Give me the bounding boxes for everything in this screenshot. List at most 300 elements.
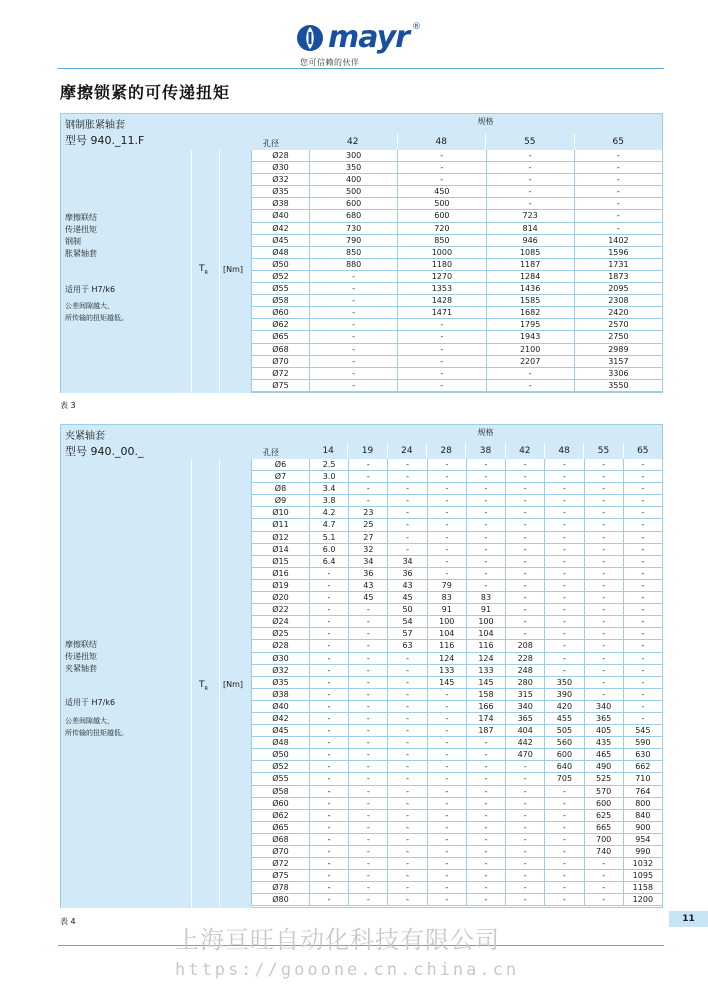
table-row xyxy=(251,259,662,271)
torque-cell: - xyxy=(309,604,348,615)
torque-cell: - xyxy=(505,882,544,893)
torque-cell: - xyxy=(427,713,466,724)
torque-cell: - xyxy=(348,858,387,869)
torque-cell: - xyxy=(544,495,583,506)
torque-cell: - xyxy=(584,653,623,664)
torque-cell: 740 xyxy=(584,846,623,857)
bore-cell: Ø65 xyxy=(251,822,309,833)
torque-cell: - xyxy=(584,483,623,494)
torque-cell: 840 xyxy=(623,810,662,821)
t4-size-header: 65 xyxy=(623,443,662,459)
table-4-bore-header xyxy=(251,425,309,459)
torque-cell: - xyxy=(584,689,623,700)
torque-cell: - xyxy=(348,628,387,639)
torque-cell: - xyxy=(387,858,426,869)
tr-letter: T xyxy=(199,264,205,274)
bore-cell: Ø35 xyxy=(251,186,309,197)
torque-cell: - xyxy=(427,532,466,543)
torque-cell: - xyxy=(584,870,623,881)
torque-cell: 57 xyxy=(387,628,426,639)
table-row xyxy=(251,713,662,725)
torque-cell: - xyxy=(584,459,623,470)
torque-cell: 1873 xyxy=(574,271,662,282)
torque-cell: - xyxy=(466,556,505,567)
torque-cell: 2100 xyxy=(486,344,574,355)
torque-cell: - xyxy=(623,471,662,482)
torque-cell: - xyxy=(309,834,348,845)
torque-cell: 814 xyxy=(486,223,574,234)
torque-cell: - xyxy=(623,701,662,712)
torque-cell: - xyxy=(309,295,397,306)
torque-cell: - xyxy=(466,519,505,530)
torque-cell: 455 xyxy=(544,713,583,724)
table-3-header-left xyxy=(61,114,251,150)
t4-size-header: 28 xyxy=(426,443,465,459)
bore-cell: Ø55 xyxy=(251,283,309,294)
t4-size-header: 14 xyxy=(322,446,334,456)
torque-cell: - xyxy=(427,846,466,857)
table-3-unit: [Nm] xyxy=(223,265,244,274)
torque-cell: 158 xyxy=(466,689,505,700)
torque-cell: - xyxy=(505,773,544,784)
torque-cell: 2570 xyxy=(574,319,662,330)
page-number: 11 xyxy=(669,911,708,927)
torque-cell: - xyxy=(309,368,397,379)
t4-description-line: 摩擦联结 xyxy=(65,640,97,649)
torque-cell: 4.2 xyxy=(309,507,348,518)
torque-cell: - xyxy=(427,882,466,893)
bore-cell: Ø58 xyxy=(251,786,309,797)
torque-cell: - xyxy=(348,677,387,688)
table-row xyxy=(251,295,662,307)
torque-cell: 124 xyxy=(466,653,505,664)
torque-cell: - xyxy=(505,604,544,615)
table-row xyxy=(251,356,662,368)
torque-cell: - xyxy=(309,737,348,748)
torque-cell: - xyxy=(348,616,387,627)
bore-cell: Ø30 xyxy=(251,162,309,173)
table-3-fit: 适用于 H7/k6 xyxy=(65,285,116,294)
t4-note-line: 公差间隙越大， xyxy=(65,717,114,725)
torque-cell: - xyxy=(348,773,387,784)
torque-cell: - xyxy=(466,846,505,857)
bore-cell: Ø25 xyxy=(251,628,309,639)
torque-cell: - xyxy=(427,810,466,821)
table-4-tr-symbol xyxy=(199,680,208,692)
torque-cell: - xyxy=(309,810,348,821)
torque-cell: - xyxy=(309,701,348,712)
table-4-divider xyxy=(191,459,192,908)
torque-cell: - xyxy=(348,689,387,700)
torque-cell: - xyxy=(584,665,623,676)
torque-cell: - xyxy=(584,882,623,893)
bore-cell: Ø65 xyxy=(251,331,309,342)
torque-cell: - xyxy=(348,846,387,857)
torque-cell: - xyxy=(348,604,387,615)
table-3-caption: 表 3 xyxy=(60,401,76,410)
table-row xyxy=(251,810,662,822)
torque-cell: - xyxy=(544,580,583,591)
bore-cell: Ø38 xyxy=(251,198,309,209)
torque-cell: - xyxy=(309,380,397,391)
torque-cell: 600 xyxy=(309,198,397,209)
table-row xyxy=(251,150,662,162)
torque-cell: - xyxy=(584,604,623,615)
bore-cell: Ø48 xyxy=(251,247,309,258)
torque-cell: - xyxy=(623,628,662,639)
table-3 xyxy=(60,113,663,393)
torque-cell: - xyxy=(466,761,505,772)
t4-size-header: 55 xyxy=(583,443,622,459)
brand-tagline: 您可信赖的伙伴 xyxy=(300,58,360,67)
torque-cell: 6.0 xyxy=(309,544,348,555)
torque-cell: - xyxy=(309,749,348,760)
torque-cell: 104 xyxy=(466,628,505,639)
torque-cell: 450 xyxy=(397,186,485,197)
torque-cell: - xyxy=(348,701,387,712)
table-row xyxy=(251,786,662,798)
torque-cell: - xyxy=(544,653,583,664)
torque-cell: 43 xyxy=(348,580,387,591)
torque-cell: - xyxy=(466,834,505,845)
torque-cell: 208 xyxy=(505,640,544,651)
torque-cell: - xyxy=(623,519,662,530)
bore-cell: Ø55 xyxy=(251,773,309,784)
table-row xyxy=(251,344,662,356)
watermark-company: 上海亘旺自动化科技有限公司 xyxy=(175,926,500,954)
torque-cell: - xyxy=(387,822,426,833)
table-row xyxy=(251,725,662,737)
table-4-spec-header xyxy=(309,425,662,443)
torque-cell: - xyxy=(544,459,583,470)
torque-cell: 490 xyxy=(584,761,623,772)
torque-cell: 3157 xyxy=(574,356,662,367)
torque-cell: - xyxy=(348,713,387,724)
torque-cell: - xyxy=(427,701,466,712)
torque-cell: - xyxy=(387,544,426,555)
torque-cell: - xyxy=(466,459,505,470)
torque-cell: - xyxy=(584,568,623,579)
table-row xyxy=(251,798,662,810)
torque-cell: - xyxy=(309,653,348,664)
torque-cell: 50 xyxy=(387,604,426,615)
torque-cell: - xyxy=(427,725,466,736)
torque-cell: - xyxy=(486,162,574,173)
torque-cell: - xyxy=(505,761,544,772)
torque-cell: - xyxy=(505,519,544,530)
t4-size-header: 19 xyxy=(347,443,386,459)
torque-cell: 1200 xyxy=(623,894,662,905)
bore-cell: Ø70 xyxy=(251,356,309,367)
torque-cell: - xyxy=(623,616,662,627)
torque-cell: - xyxy=(348,471,387,482)
torque-cell: - xyxy=(348,882,387,893)
torque-cell: 800 xyxy=(623,798,662,809)
torque-cell: - xyxy=(427,544,466,555)
torque-cell: - xyxy=(466,495,505,506)
torque-cell: - xyxy=(505,834,544,845)
torque-cell: - xyxy=(505,568,544,579)
t3-description-line: 传递扭矩 xyxy=(65,225,97,234)
bore-cell: Ø52 xyxy=(251,271,309,282)
torque-cell: 27 xyxy=(348,532,387,543)
torque-cell: - xyxy=(544,858,583,869)
torque-cell: - xyxy=(397,331,485,342)
page-title: 摩擦锁紧的可传递扭矩 xyxy=(60,83,231,102)
torque-cell: - xyxy=(574,150,662,161)
torque-cell: - xyxy=(309,580,348,591)
table-4-model: 型号 940._00._ xyxy=(65,445,144,458)
torque-cell: 2989 xyxy=(574,344,662,355)
torque-cell: - xyxy=(387,701,426,712)
torque-cell: - xyxy=(505,616,544,627)
torque-cell: - xyxy=(505,507,544,518)
bore-cell: Ø68 xyxy=(251,344,309,355)
bore-cell: Ø45 xyxy=(251,235,309,246)
torque-cell: - xyxy=(623,592,662,603)
table-row xyxy=(251,653,662,665)
torque-cell: - xyxy=(309,331,397,342)
table-3-divider xyxy=(191,150,192,393)
torque-cell: - xyxy=(387,532,426,543)
torque-cell: - xyxy=(397,356,485,367)
torque-cell: 404 xyxy=(505,725,544,736)
torque-cell: - xyxy=(348,495,387,506)
bore-cell: Ø52 xyxy=(251,761,309,772)
table-4-divider xyxy=(219,459,220,908)
bore-cell: Ø22 xyxy=(251,604,309,615)
torque-cell: 63 xyxy=(387,640,426,651)
torque-cell: - xyxy=(623,640,662,651)
torque-cell: - xyxy=(309,798,348,809)
torque-cell: - xyxy=(544,544,583,555)
torque-cell: - xyxy=(387,761,426,772)
torque-cell: - xyxy=(397,162,485,173)
torque-cell: 1284 xyxy=(486,271,574,282)
torque-cell: 525 xyxy=(584,773,623,784)
table-4-type-name: 夹紧轴套 xyxy=(65,431,105,442)
torque-cell: - xyxy=(427,870,466,881)
torque-cell: 104 xyxy=(427,628,466,639)
bore-cell: Ø40 xyxy=(251,210,309,221)
table-4-size-headers xyxy=(309,443,662,459)
torque-cell: 340 xyxy=(505,701,544,712)
table-4-caption: 表 4 xyxy=(60,917,76,926)
torque-cell: - xyxy=(309,786,348,797)
torque-cell: - xyxy=(309,616,348,627)
bore-cell: Ø7 xyxy=(251,471,309,482)
torque-cell: - xyxy=(309,846,348,857)
torque-cell: - xyxy=(387,882,426,893)
torque-cell: - xyxy=(544,604,583,615)
torque-cell: - xyxy=(584,628,623,639)
table-row xyxy=(251,846,662,858)
torque-cell: - xyxy=(397,380,485,391)
torque-cell: 570 xyxy=(584,786,623,797)
registered-mark: ® xyxy=(412,22,421,32)
torque-cell: - xyxy=(544,870,583,881)
torque-cell: - xyxy=(505,471,544,482)
torque-cell: 764 xyxy=(623,786,662,797)
torque-cell: - xyxy=(427,689,466,700)
t3-description-line: 胀紧轴套 xyxy=(65,249,97,258)
torque-cell: 23 xyxy=(348,507,387,518)
torque-cell: - xyxy=(486,380,574,391)
torque-cell: - xyxy=(466,786,505,797)
table-row xyxy=(251,495,662,507)
bore-cell: Ø50 xyxy=(251,259,309,270)
torque-cell: - xyxy=(623,713,662,724)
torque-cell: - xyxy=(505,786,544,797)
bore-cell: Ø15 xyxy=(251,556,309,567)
torque-cell: - xyxy=(466,568,505,579)
table-row xyxy=(251,283,662,295)
torque-cell: 116 xyxy=(466,640,505,651)
bore-cell: Ø38 xyxy=(251,689,309,700)
table-row xyxy=(251,822,662,834)
torque-cell: 174 xyxy=(466,713,505,724)
torque-cell: - xyxy=(309,773,348,784)
torque-cell: 600 xyxy=(544,749,583,760)
torque-cell: 2095 xyxy=(574,283,662,294)
torque-cell: - xyxy=(387,725,426,736)
table-row xyxy=(251,858,662,870)
bore-cell: Ø24 xyxy=(251,616,309,627)
torque-cell: 3.8 xyxy=(309,495,348,506)
torque-cell: - xyxy=(623,665,662,676)
t3-note-line: 公差间隙越大， xyxy=(65,302,114,310)
bore-cell: Ø16 xyxy=(251,568,309,579)
table-row xyxy=(251,162,662,174)
bore-cell: Ø9 xyxy=(251,495,309,506)
table-row xyxy=(251,307,662,319)
torque-cell: - xyxy=(309,870,348,881)
brand-name: mayr xyxy=(328,20,409,55)
bore-cell: Ø28 xyxy=(251,150,309,161)
table-row xyxy=(251,870,662,882)
torque-cell: - xyxy=(623,544,662,555)
torque-cell: - xyxy=(387,507,426,518)
torque-cell: - xyxy=(623,459,662,470)
torque-cell: - xyxy=(544,640,583,651)
torque-cell: - xyxy=(427,822,466,833)
bore-cell: Ø35 xyxy=(251,677,309,688)
torque-cell: - xyxy=(427,786,466,797)
table-4-unit: [Nm] xyxy=(223,680,244,689)
bore-cell: Ø68 xyxy=(251,834,309,845)
torque-cell: - xyxy=(623,556,662,567)
table-row xyxy=(251,616,662,628)
table-3-tr-symbol xyxy=(199,264,208,276)
torque-cell: - xyxy=(387,713,426,724)
torque-cell: - xyxy=(623,653,662,664)
torque-cell: - xyxy=(427,519,466,530)
bore-cell: Ø75 xyxy=(251,380,309,391)
torque-cell: - xyxy=(427,773,466,784)
table-row xyxy=(251,580,662,592)
torque-cell: - xyxy=(466,773,505,784)
torque-cell: 1585 xyxy=(486,295,574,306)
torque-cell: - xyxy=(486,368,574,379)
torque-cell: - xyxy=(505,459,544,470)
table-4-fit: 适用于 H7/k6 xyxy=(65,698,116,707)
table-3-size-headers xyxy=(309,134,662,150)
table-row xyxy=(251,186,662,198)
torque-cell: - xyxy=(427,798,466,809)
table-3-type-name: 钢制胀紧轴套 xyxy=(65,120,125,131)
torque-cell: - xyxy=(486,186,574,197)
torque-cell: 116 xyxy=(427,640,466,651)
torque-cell: 640 xyxy=(544,761,583,772)
torque-cell: - xyxy=(584,471,623,482)
torque-cell: - xyxy=(544,532,583,543)
torque-cell: - xyxy=(466,532,505,543)
torque-cell: 36 xyxy=(387,568,426,579)
torque-cell: - xyxy=(623,689,662,700)
torque-cell: 3.0 xyxy=(309,471,348,482)
bore-cell: Ø12 xyxy=(251,532,309,543)
torque-cell: 1000 xyxy=(397,247,485,258)
torque-cell: - xyxy=(397,150,485,161)
bore-cell: Ø60 xyxy=(251,798,309,809)
t3-description-line: 摩擦联结 xyxy=(65,213,97,222)
table-4-header-left xyxy=(61,425,251,459)
table-row xyxy=(251,319,662,331)
torque-cell: - xyxy=(623,580,662,591)
torque-cell: - xyxy=(505,544,544,555)
torque-cell: 625 xyxy=(584,810,623,821)
table-4-note xyxy=(65,715,128,739)
table-row xyxy=(251,459,662,471)
watermark-url: https://gooone.cn.china.cn xyxy=(175,960,520,980)
torque-cell: - xyxy=(387,870,426,881)
bore-cell: Ø45 xyxy=(251,725,309,736)
torque-cell: 43 xyxy=(387,580,426,591)
torque-cell: - xyxy=(397,319,485,330)
torque-cell: - xyxy=(466,870,505,881)
torque-cell: 1095 xyxy=(623,870,662,881)
t4-description-line: 夹紧轴套 xyxy=(65,664,97,673)
bore-cell: Ø10 xyxy=(251,507,309,518)
table-row xyxy=(251,174,662,186)
table-4-rows xyxy=(251,459,662,906)
table-row xyxy=(251,834,662,846)
table-4-left-body xyxy=(61,459,251,908)
torque-cell: - xyxy=(623,532,662,543)
torque-cell: - xyxy=(309,568,348,579)
torque-cell: 79 xyxy=(427,580,466,591)
torque-cell: 700 xyxy=(584,834,623,845)
tr-subscript: R xyxy=(204,269,208,276)
torque-cell: 505 xyxy=(544,725,583,736)
torque-cell: - xyxy=(427,568,466,579)
torque-cell: 1795 xyxy=(486,319,574,330)
torque-cell: - xyxy=(544,628,583,639)
torque-cell: - xyxy=(348,737,387,748)
torque-cell: 990 xyxy=(623,846,662,857)
torque-cell: - xyxy=(348,640,387,651)
bore-cell: Ø32 xyxy=(251,665,309,676)
table-3-bore-header xyxy=(251,114,309,150)
table-row xyxy=(251,677,662,689)
torque-cell: - xyxy=(544,665,583,676)
torque-cell: - xyxy=(387,495,426,506)
torque-cell: - xyxy=(387,471,426,482)
torque-cell: - xyxy=(466,737,505,748)
torque-cell: - xyxy=(466,798,505,809)
torque-cell: 600 xyxy=(584,798,623,809)
torque-cell: 1436 xyxy=(486,283,574,294)
